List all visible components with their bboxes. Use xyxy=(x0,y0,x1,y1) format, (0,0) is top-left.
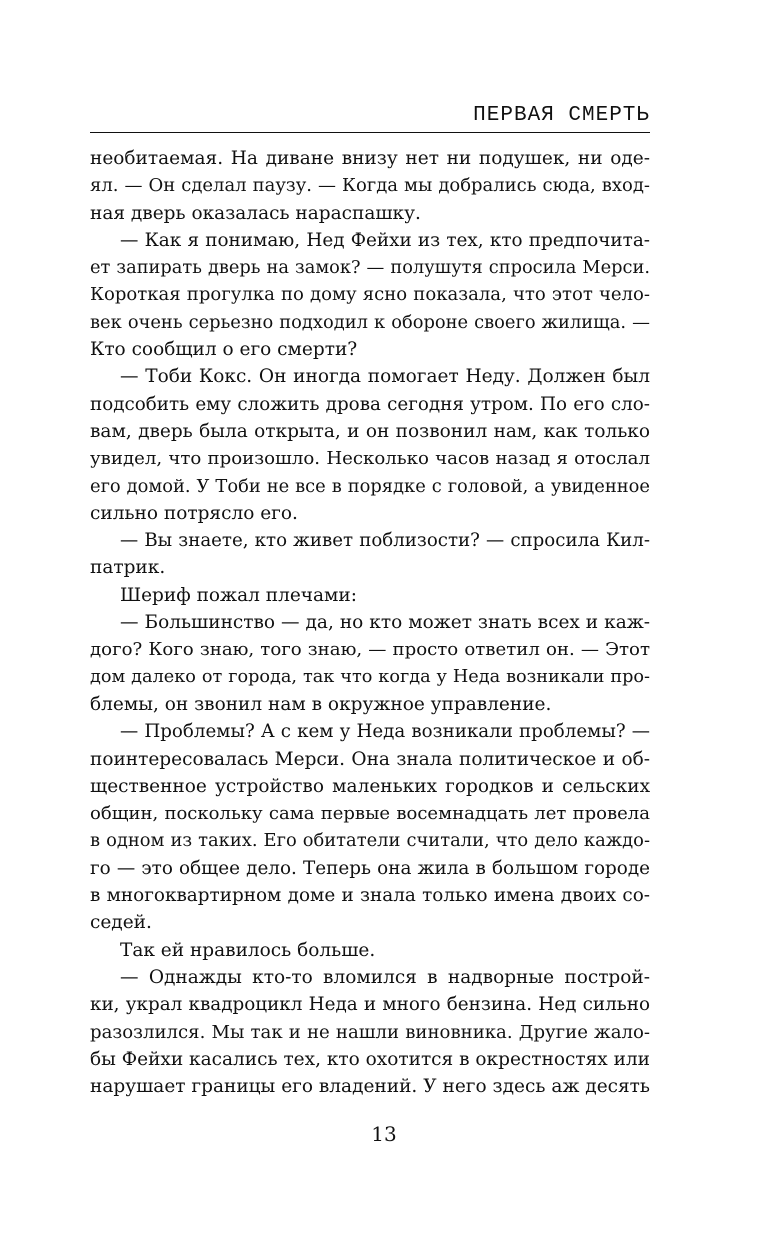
text-line: — Проблемы? А с кем у Неда возникали проблемы? — xyxy=(120,721,650,743)
text-line: блемы, он звонил нам в окружное управление. xyxy=(90,693,552,715)
text-line: Кто сообщил о его смерти? xyxy=(90,339,358,361)
text-line: необитаемая. На диване внизу нет ни подушек, ни оде- xyxy=(90,148,650,169)
text-line: разозлился. Мы так и не нашли виновника. Другие жало- xyxy=(90,1021,650,1043)
text-line: ет запирать дверь на замок? — полушутя спросила Мерси. xyxy=(90,257,650,279)
text-line: патрик. xyxy=(90,557,166,579)
text-line: дого? Кого знаю, того знаю, — просто ответил он. — Этот xyxy=(90,639,650,661)
text-line: седей. xyxy=(90,912,152,934)
body-text xyxy=(90,145,650,1100)
text-line: бы Фейхи касались тех, кто охотится в окрестностях или xyxy=(90,1048,650,1070)
text-line: вам, дверь была открыта, и он позвонил нам, как только xyxy=(90,420,650,442)
text-line: го — это общее дело. Теперь она жила в большом городе xyxy=(90,857,650,879)
text-line: ял. — Он сделал паузу. — Когда мы добрались сюда, вход- xyxy=(90,175,650,197)
text-line: Шериф пожал плечами: xyxy=(120,584,357,606)
text-line: — Большинство — да, но кто может знать всех и каж- xyxy=(120,612,650,634)
text-line: в одном из таких. Его обитатели считали, что дело каждо- xyxy=(90,830,650,852)
text-line: подсобить ему сложить дрова сегодня утром. По его сло- xyxy=(90,393,650,415)
text-line: сильно потрясло его. xyxy=(90,502,298,524)
text-line: в многоквартирном доме и знала только имена двоих со- xyxy=(90,885,650,907)
text-line: поинтересовалась Мерси. Она знала политическое и об- xyxy=(90,748,650,770)
text-line: — Вы знаете, кто живет поблизости? — спросила Кил- xyxy=(120,530,650,552)
text-line: Короткая прогулка по дому ясно показала, что этот чело- xyxy=(90,284,650,306)
text-line: увидел, что произошло. Несколько часов назад я отослал xyxy=(90,448,650,470)
text-line: щественное устройство маленьких городков и сельских xyxy=(90,775,650,797)
text-line: — Тоби Кокс. Он иногда помогает Неду. Должен был xyxy=(120,366,650,388)
text-line: ная дверь оказалась нараспашку. xyxy=(90,202,421,224)
text-line: дом далеко от города, так что когда у Неда возникали про- xyxy=(90,666,650,687)
running-head: ПЕРВАЯ СМЕРТЬ xyxy=(90,102,650,133)
text-line: Так ей нравилось больше. xyxy=(120,939,376,961)
text-line: ки, украл квадроцикл Неда и много бензина. Нед сильно xyxy=(90,994,650,1016)
text-line: век очень серьезно подходил к обороне своего жилища. — xyxy=(90,311,650,333)
text-line: — Как я понимаю, Нед Фейхи из тех, кто предпочита- xyxy=(120,229,650,251)
text-line: общин, поскольку сама первые восемнадцать лет провела xyxy=(90,803,650,825)
text-line: его домой. У Тоби не все в порядке с головой, а увиденное xyxy=(90,475,650,497)
text-line: — Однажды кто-то вломился в надворные построй- xyxy=(120,966,650,988)
page-number: 13 xyxy=(371,1122,397,1146)
text-line: нарушает границы его владений. У него здесь аж десять xyxy=(90,1076,650,1098)
